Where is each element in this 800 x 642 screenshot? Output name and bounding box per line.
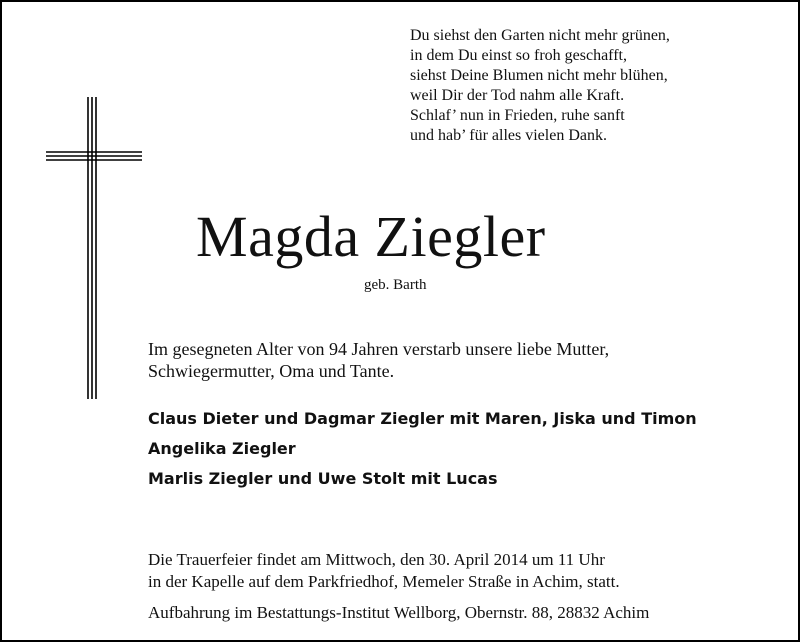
- poem: [410, 26, 770, 146]
- poem-line: weil Dir der Tod nahm alle Kraft.: [410, 87, 625, 104]
- family-member: Angelika Ziegler: [148, 439, 296, 458]
- birth-name: geb. Barth: [364, 277, 427, 293]
- family-member: Claus Dieter und Dagmar Ziegler mit Maren, Jiska und Timon: [148, 409, 697, 428]
- service-line: Die Trauerfeier findet am Mittwoch, den 30. April 2014 um 11 Uhr: [148, 550, 605, 569]
- family-list: [148, 404, 697, 494]
- poem-line: in dem Du einst so froh geschafft,: [410, 47, 627, 64]
- viewing-info: Aufbahrung im Bestattungs-Institut Wellborg, Obernstr. 88, 28832 Achim: [148, 603, 650, 622]
- announcement: [148, 338, 768, 382]
- announcement-line: Schwiegermutter, Oma und Tante.: [148, 361, 395, 381]
- poem-line: Schlaf’ nun in Frieden, ruhe sanft: [410, 107, 625, 124]
- family-member: Marlis Ziegler und Uwe Stolt mit Lucas: [148, 469, 498, 488]
- poem-line: Du siehst den Garten nicht mehr grünen,: [410, 27, 670, 44]
- cross-icon: [46, 97, 142, 399]
- poem-line: und hab’ für alles vielen Dank.: [410, 127, 607, 144]
- deceased-name: Magda Ziegler: [196, 204, 546, 269]
- service-line: in der Kapelle auf dem Parkfriedhof, Memeler Straße in Achim, statt.: [148, 572, 620, 591]
- poem-line: siehst Deine Blumen nicht mehr blühen,: [410, 67, 668, 84]
- announcement-line: Im gesegneten Alter von 94 Jahren verstarb unsere liebe Mutter,: [148, 339, 610, 359]
- service-info: [148, 549, 788, 624]
